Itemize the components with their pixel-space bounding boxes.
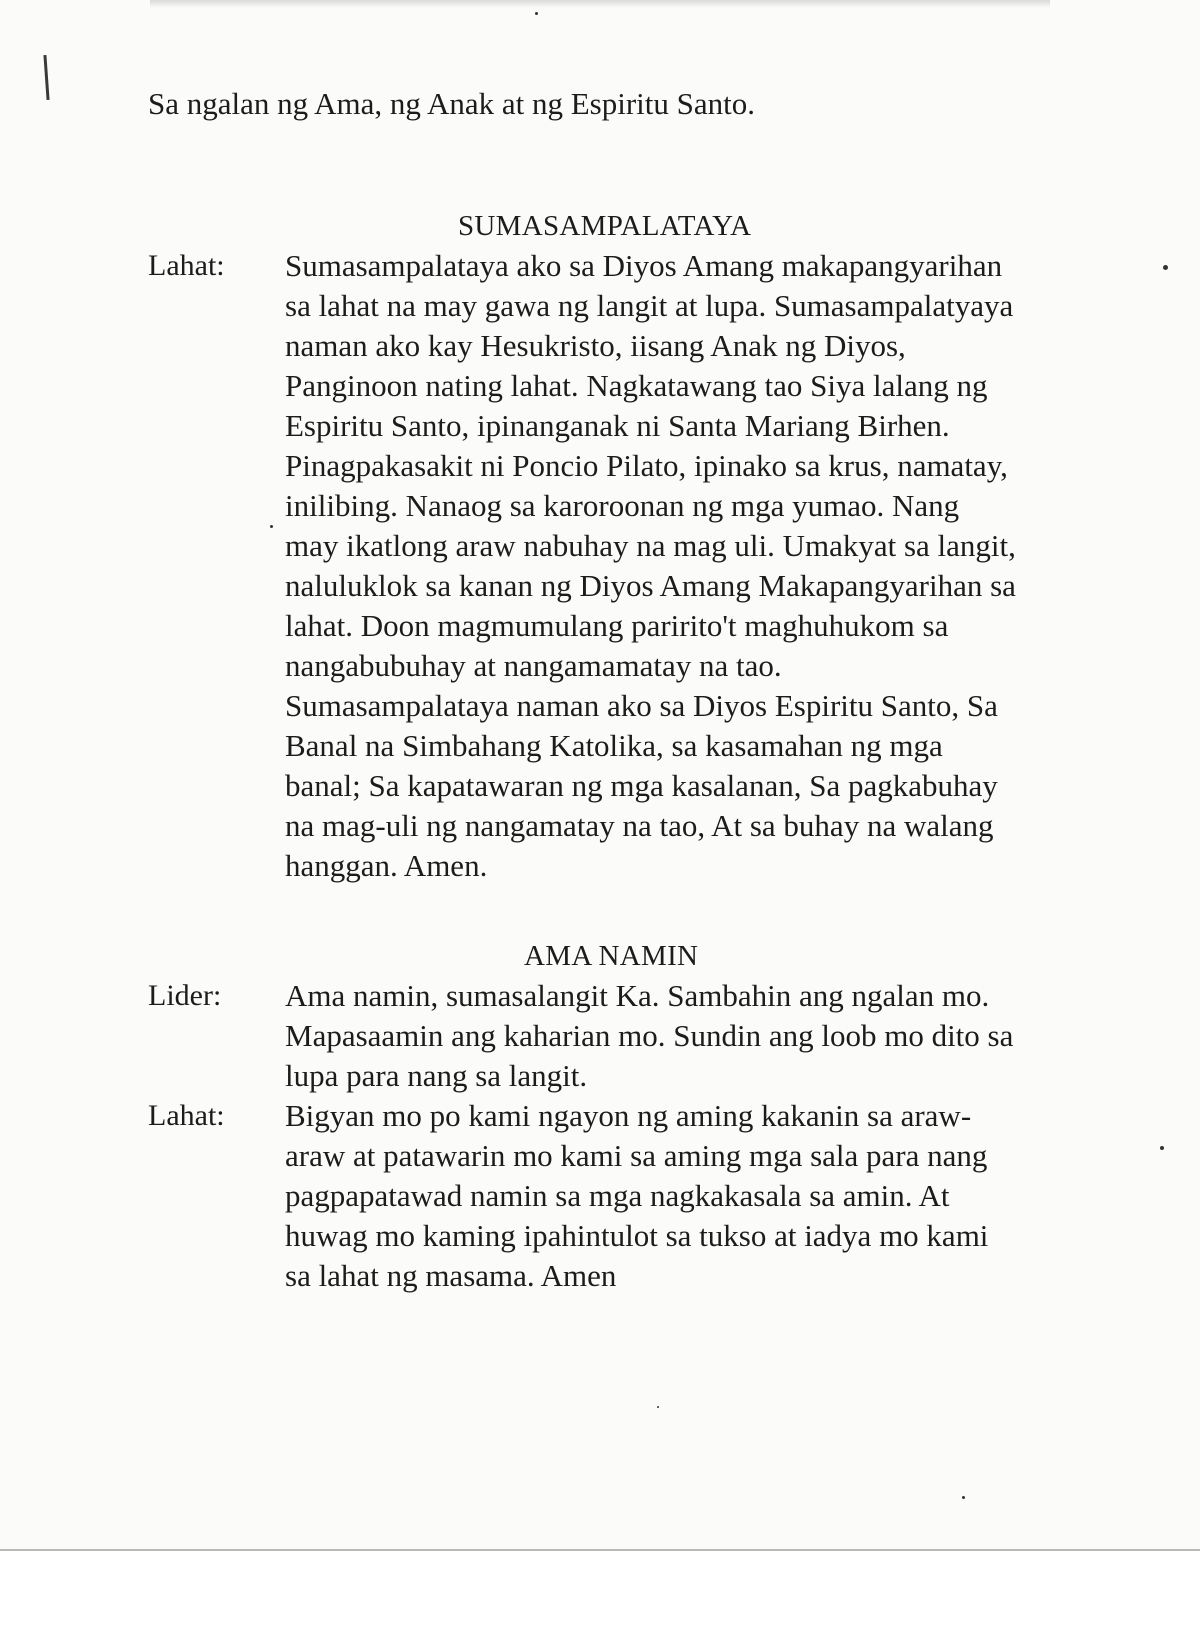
text-line: Panginoon nating lahat. Nagkatawang tao Siya lalang ng: [285, 368, 988, 403]
text-line: hanggan. Amen.: [285, 848, 488, 883]
scan-speck: [1163, 265, 1168, 270]
scan-speck: [657, 1406, 659, 1408]
margin-pen-mark: [43, 55, 49, 100]
section-heading-creed: SUMASAMPALATAYA: [458, 210, 752, 242]
scan-speck: [962, 1496, 965, 1499]
text-line: sa lahat ng masama. Amen: [285, 1258, 617, 1293]
text-line: huwag mo kaming ipahintulot sa tukso at iadya mo kami: [285, 1218, 989, 1253]
text-line: may ikatlong araw nabuhay na mag uli. Umakyat sa langit,: [285, 528, 1016, 563]
text-line: lupa para nang sa langit.: [285, 1058, 588, 1093]
text-line: lahat. Doon magmumulang paririto't maghuhukom sa: [285, 608, 949, 643]
speaker-label-lahat: Lahat:: [148, 249, 225, 282]
text-line: Bigyan mo po kami ngayon ng aming kakanin sa araw-: [285, 1098, 972, 1133]
scan-top-shadow: [150, 0, 1050, 8]
text-line: pagpapatawad namin sa mga nagkakasala sa amin. At: [285, 1178, 950, 1213]
text-line: inilibing. Nanaog sa karoroonan ng mga yumao. Nang: [285, 488, 960, 523]
text-line: Espiritu Santo, ipinanganak ni Santa Mariang Birhen.: [285, 408, 950, 443]
speaker-label-lahat: Lahat:: [148, 1099, 225, 1132]
scan-speck: [1160, 1146, 1164, 1150]
text-line: Pinagpakasakit ni Poncio Pilato, ipinako sa krus, namatay,: [285, 448, 1008, 483]
text-line: Banal na Simbahang Katolika, sa kasamahan ng mga: [285, 728, 943, 763]
text-line: naluluklok sa kanan ng Diyos Amang Makapangyarihan sa: [285, 568, 1016, 603]
opening-invocation: Sa ngalan ng Ama, ng Anak at ng Espiritu Santo.: [148, 86, 756, 121]
lahat-prayer-text: [285, 1096, 1145, 1296]
speaker-label-lider: Lider:: [148, 979, 222, 1012]
text-line: banal; Sa kapatawaran ng mga kasalanan, Sa pagkabuhay: [285, 768, 998, 803]
text-line: Sumasampalataya naman ako sa Diyos Espiritu Santo, Sa: [285, 688, 998, 723]
text-line: araw at patawarin mo kami sa aming mga sala para nang: [285, 1138, 988, 1173]
scan-speck: [270, 525, 273, 528]
text-line: Ama namin, sumasalangit Ka. Sambahin ang ngalan mo.: [285, 978, 990, 1013]
text-line: sa lahat na may gawa ng langit at lupa. Sumasampalatyaya: [285, 288, 1014, 323]
text-line: nangabubuhay at nangamamatay na tao.: [285, 648, 782, 683]
text-line: Mapasaamin ang kaharian mo. Sundin ang loob mo dito sa: [285, 1018, 1014, 1053]
text-line: naman ako kay Hesukristo, iisang Anak ng Diyos,: [285, 328, 906, 363]
text-line: Sumasampalataya ako sa Diyos Amang makapangyarihan: [285, 248, 1003, 283]
creed-text: [285, 246, 1145, 886]
section-heading-lords-prayer: AMA NAMIN: [524, 940, 699, 972]
text-line: na mag-uli ng nangamatay na tao, At sa buhay na walang: [285, 808, 994, 843]
scan-speck: [535, 12, 538, 15]
scanner-background: [0, 1551, 1200, 1650]
lider-prayer-text: [285, 976, 1145, 1096]
